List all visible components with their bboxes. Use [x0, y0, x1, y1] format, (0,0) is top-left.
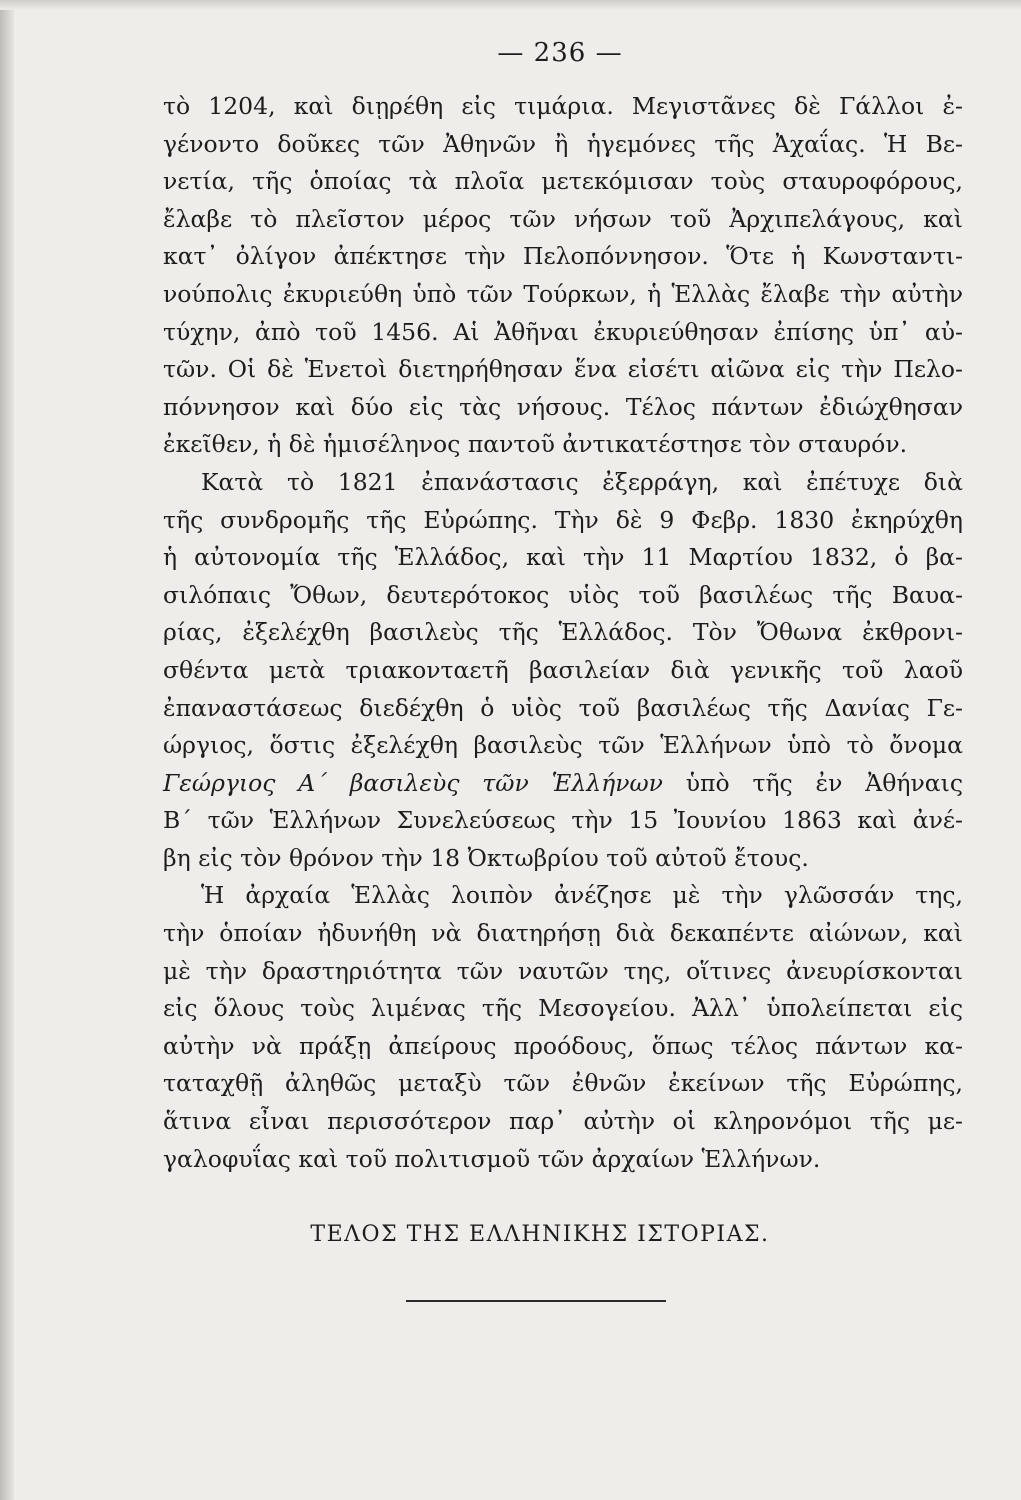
text-line: ἡ αὐτονομία τῆς Ἑλλάδος, καὶ τὴν 11 Μαρτίου 1832, ὁ βα-: [163, 543, 963, 572]
text-line: ρίας, ἐξελέχθη βασιλεὺς τῆς Ἑλλάδος. Τὸν Ὄθωνα ἐκθρονι-: [163, 618, 963, 647]
text-line: εἰς ὅλους τοὺς λιμένας τῆς Μεσογείου. Ἀλλ᾽ ὑπολείπεται εἰς: [163, 994, 963, 1023]
text-line: τῆς συνδρομῆς τῆς Εὐρώπης. Τὴν δὲ 9 Φεβρ. 1830 ἐκηρύχθη: [163, 505, 963, 534]
page-number: — 236 —: [497, 38, 623, 68]
text-line: τὴν ὁποίαν ἠδυνήθη νὰ διατηρήσῃ διὰ δεκαπέντε αἰώνων, καὶ: [163, 919, 963, 948]
text-line: μὲ τὴν δραστηριότητα τῶν ναυτῶν της, οἵτινες ἀνευρίσκονται: [163, 956, 963, 985]
text-line: βη εἰς τὸν θρόνον τὴν 18 Ὀκτωβρίου τοῦ αὐτοῦ ἔτους.: [163, 843, 809, 872]
body-text: [163, 88, 963, 1178]
text-line: ἐπαναστάσεως διεδέχθη ὁ υἱὸς τοῦ βασιλέως τῆς Δανίας Γε-: [163, 693, 963, 722]
end-title: ΤΕΛΟΣ ΤΗΣ ΕΛΛΗΝΙΚΗΣ ΙΣΤΟΡΙΑΣ.: [310, 1222, 770, 1247]
text-span: ὑπὸ τῆς ἐν Ἀθήναις: [662, 768, 963, 797]
text-line: γαλοφυΐας καὶ τοῦ πολιτισμοῦ τῶν ἀρχαίων Ἑλλήνων.: [163, 1144, 821, 1173]
text-line: αὐτὴν νὰ πράξῃ ἀπείρους προόδους, ὅπως τέλος πάντων κα-: [163, 1031, 963, 1060]
text-line: κατ᾽ ὀλίγον ἀπέκτησε τὴν Πελοπόννησον. Ὅτε ἡ Κωνσταντι-: [163, 242, 963, 271]
page-top-shadow: [0, 0, 1021, 10]
divider-rule: [406, 1300, 666, 1302]
text-line: σιλόπαις Ὄθων, δευτερότοκος υἱὸς τοῦ βασιλέως τῆς Βαυα-: [163, 580, 963, 609]
text-line: Κατὰ τὸ 1821 ἐπανάστασις ἐξερράγη, καὶ ἐπέτυχε διὰ: [201, 467, 963, 496]
text-line: ἔλαβε τὸ πλεῖστον μέρος τῶν νήσων τοῦ Ἀρχιπελάγους, καὶ: [163, 204, 963, 233]
text-line: Β΄ τῶν Ἑλλήνων Συνελεύσεως τὴν 15 Ἰουνίου 1863 καὶ ἀνέ-: [163, 806, 963, 835]
text-line: σθέντα μετὰ τριακονταετῆ βασιλείαν διὰ γενικῆς τοῦ λαοῦ: [163, 655, 963, 684]
text-line: γένοντο δοῦκες τῶν Ἀθηνῶν ἢ ἡγεμόνες τῆς Ἀχαΐας. Ἡ Βε-: [163, 129, 963, 158]
text-line: ώργιος, ὅστις ἐξελέχθη βασιλεὺς τῶν Ἑλλήνων ὑπὸ τὸ ὄνομα: [163, 731, 963, 760]
text-line: ταταχθῇ ἀληθῶς μεταξὺ τῶν ἐθνῶν ἐκείνων τῆς Εὐρώπης,: [163, 1069, 963, 1098]
text-line: τῶν. Οἱ δὲ Ἑνετοὶ διετηρήθησαν ἕνα εἰσέτι αἰῶνα εἰς τὴν Πελο-: [163, 355, 963, 384]
italic-royal-title: Γεώργιος Α΄ βασιλεὺς τῶν Ἑλλήνων: [163, 768, 663, 797]
text-line: τὸ 1204, καὶ διῃρέθη εἰς τιμάρια. Μεγιστᾶνες δὲ Γάλλοι ἐ-: [163, 92, 963, 120]
text-line: νούπολις ἐκυριεύθη ὑπὸ τῶν Τούρκων, ἡ Ἑλλὰς ἔλαβε τὴν αὐτὴν: [163, 279, 963, 308]
text-line: νετία, τῆς ὁποίας τὰ πλοῖα μετεκόμισαν τοὺς σταυροφόρους,: [163, 167, 963, 196]
text-line: Ἡ ἀρχαία Ἑλλὰς λοιπὸν ἀνέζησε μὲ τὴν γλῶσσάν της,: [201, 881, 963, 910]
text-line: ἐκεῖθεν, ἡ δὲ ἡμισέληνος παντοῦ ἀντικατέστησε τὸν σταυρόν.: [163, 430, 908, 459]
text-line: ἅτινα εἶναι περισσότερον παρ᾽ αὐτὴν οἱ κληρονόμοι τῆς με-: [163, 1107, 963, 1136]
text-line: πόννησον καὶ δύο εἰς τὰς νήσους. Τέλος πάντων ἐδιώχθησαν: [163, 392, 963, 421]
page-edge-shadow: [0, 0, 14, 1500]
text-line-with-italic-title: [163, 765, 963, 803]
text-line: τύχην, ἀπὸ τοῦ 1456. Αἱ Ἀθῆναι ἐκυριεύθησαν ἐπίσης ὑπ᾽ αὐ-: [163, 317, 963, 346]
